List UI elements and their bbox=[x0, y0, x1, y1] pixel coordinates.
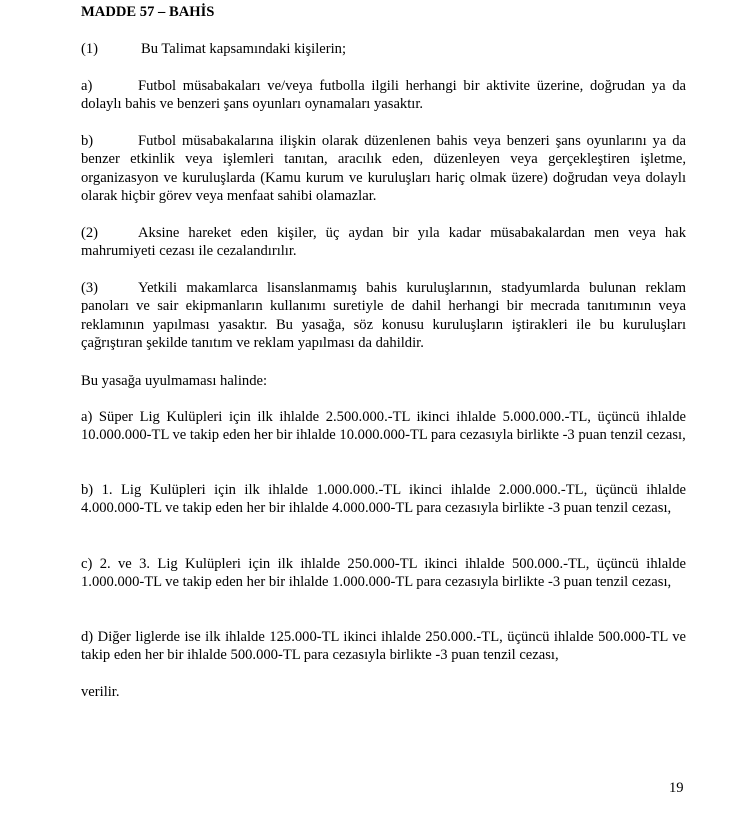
paragraph-a bbox=[81, 77, 686, 114]
paragraph-text: Futbol müsabakalarına ilişkin olarak düzenlenen bahis veya benzeri şans oyunlarını ya da benzer etkinlik veya işlemleri tanıtan, aracılık eden, düzenleyen veya gerçekleştiren işletme, organizasyon ve kuruluşlarda (Kamu kurum ve kuruluşları hariç olmak üzere) doğrudan veya dolaylı olarak hiçbir görev veya menfaat sahibi olamazlar. bbox=[81, 133, 686, 205]
paragraph-lead: a) bbox=[81, 78, 93, 94]
paragraph-text: c) 2. ve 3. Lig Kulüpleri için ilk ihlalde 250.000-TL ikinci ihlalde 500.000.-TL, üçüncü ihlalde 1.000.000-TL ve takip eden her bir ihlalde 1.000.000-TL para cezasıyla birlikte -3 puan tenzil cezası, bbox=[81, 556, 686, 591]
paragraph-text: Bu yasağa uyulmaması halinde: bbox=[81, 373, 268, 389]
paragraph-text: verilir. bbox=[81, 684, 120, 700]
paragraph-penalty-d bbox=[81, 628, 686, 665]
paragraph-penalty-intro bbox=[81, 372, 686, 390]
paragraph-lead: (1) bbox=[81, 41, 99, 57]
paragraph-1 bbox=[81, 40, 686, 58]
page-number: 19 bbox=[669, 780, 684, 796]
paragraph-3 bbox=[81, 279, 686, 353]
paragraph-text: Yetkili makamlarca lisanslanmamış bahis kuruluşlarının, stadyumlarda bulunan reklam panoları ve sair ekipmanların kullanımı suretiyle de dahil herhangi bir mecrada tanıtımının veya reklamının yapılması yasaktır. Bu yasağa, söz konusu kuruluşların iştirakleri ile bu kuruluşları çağrıştıran şekilde tanıtım ve reklam yapılması da dahildir. bbox=[81, 280, 686, 352]
paragraph-text: d) Diğer liglerde ise ilk ihlalde 125.000-TL ikinci ihlalde 250.000.-TL, üçüncü ihlalde 500.000-TL ve takip eden her bir ihlalde 500.000-TL para cezasıyla birlikte -3 puan tenzil cezası, bbox=[81, 629, 686, 664]
article-heading: MADDE 57 – BAHİS bbox=[81, 4, 215, 20]
paragraph-text: b) 1. Lig Kulüpleri için ilk ihlalde 1.000.000.-TL ikinci ihlalde 2.000.000.-TL, üçüncü ihlalde 4.000.000-TL ve takip eden her bir ihlalde 4.000.000-TL para cezasıyla birlikte -3 puan tenzil cezası, bbox=[81, 482, 686, 517]
paragraph-text: a) Süper Lig Kulüpleri için ilk ihlalde 2.500.000.-TL ikinci ihlalde 5.000.000.-TL, üçüncü ihlalde 10.000.000-TL ve takip eden her bir ihlalde 10.000.000-TL para cezasıyla birlikte -3 puan tenzil cezası, bbox=[81, 409, 686, 444]
paragraph-text: Futbol müsabakaları ve/veya futbolla ilgili herhangi bir aktivite üzerine, doğrudan ya da dolaylı bahis ve benzeri şans oyunları oynamaları yasaktır. bbox=[81, 78, 686, 113]
paragraph-lead: b) bbox=[81, 133, 94, 149]
paragraph-2 bbox=[81, 224, 686, 261]
paragraph-penalty-a bbox=[81, 408, 686, 445]
paragraph-text: Aksine hareket eden kişiler, üç aydan bir yıla kadar müsabakalardan men veya hak mahrumiyeti cezası ile cezalandırılır. bbox=[81, 225, 686, 260]
paragraph-text: Bu Talimat kapsamındaki kişilerin; bbox=[141, 41, 347, 57]
paragraph-penalty-c bbox=[81, 555, 686, 592]
paragraph-closing bbox=[81, 683, 686, 701]
paragraph-lead: (2) bbox=[81, 225, 99, 241]
paragraph-lead: (3) bbox=[81, 280, 99, 296]
paragraph-penalty-b bbox=[81, 481, 686, 518]
paragraph-b bbox=[81, 132, 686, 206]
